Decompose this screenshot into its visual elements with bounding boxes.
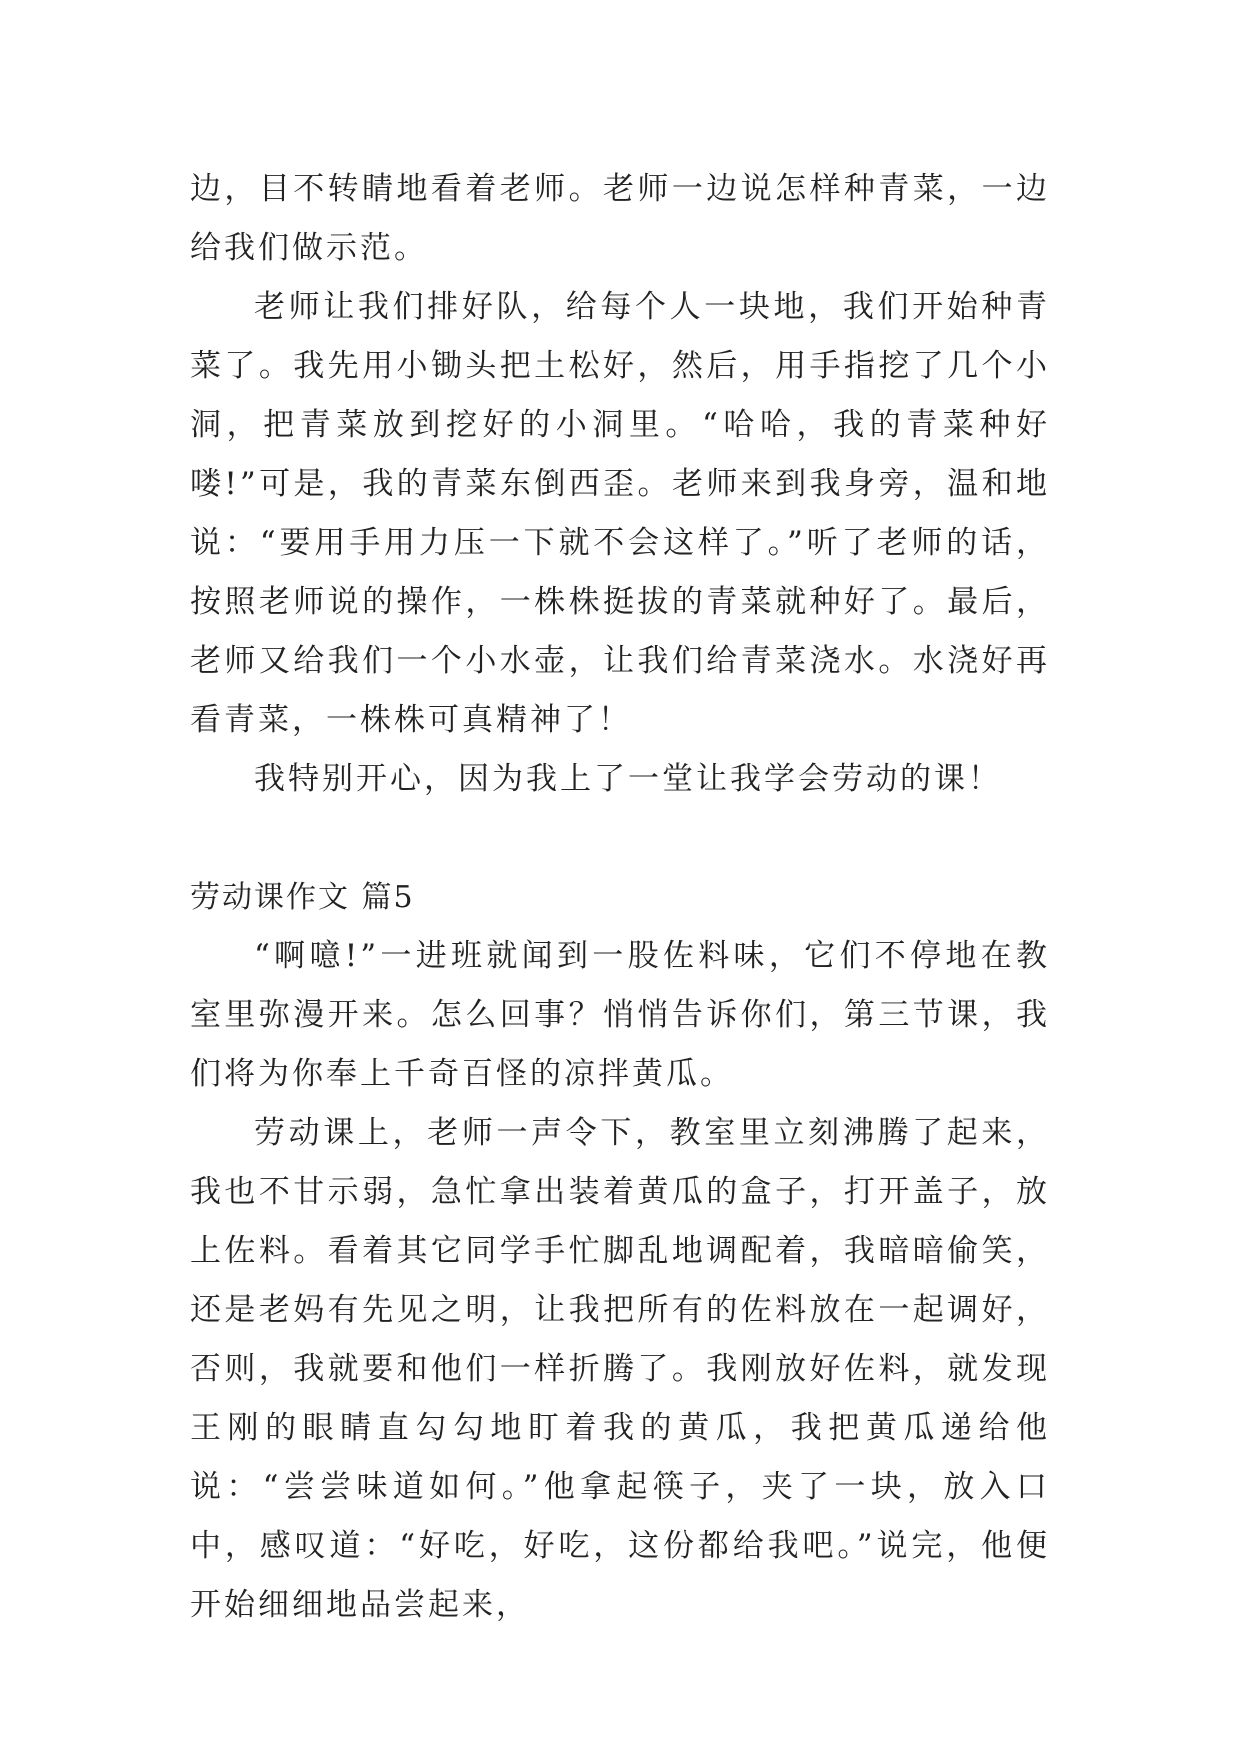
section-title: 劳动课作文 篇5: [190, 880, 415, 915]
paragraph-conclusion: 我特别开心，因为我上了一堂让我学会劳动的课！: [254, 761, 1002, 797]
paragraph-planting: 老师让我们排好队，给每个人一块地，我们开始种青菜了。我先用小锄头把土松好，然后，用手指挖了几个小洞，把青菜放到挖好的小洞里。“哈哈，我的青菜种好喽!”可是，我的青菜东倒西歪。老师来到我身旁，温和地说：“要用手用力压一下就不会这样了。”听了老师的话，按照老师说的操作，一株株挺拔的青菜就种好了。最后，老师又给我们一个小水壶，让我们给青菜浇水。水浇好再看青菜，一株株可真精神了！: [190, 289, 1050, 738]
document-body: [190, 160, 1050, 1635]
paragraph-intro: “啊噫!”一进班就闻到一股佐料味，它们不停地在教室里弥漫开来。怎么回事？悄悄告诉你们，第三节课，我们将为你奉上千奇百怪的凉拌黄瓜。: [190, 938, 1050, 1092]
paragraph-continuation: 边，目不转睛地看着老师。老师一边说怎样种青菜，一边给我们做示范。: [190, 171, 1050, 266]
paragraph-cucumber: 劳动课上，老师一声令下，教室里立刻沸腾了起来，我也不甘示弱，急忙拿出装着黄瓜的盒子，打开盖子，放上佐料。看着其它同学手忙脚乱地调配着，我暗暗偷笑，还是老妈有先见之明，让我把所有的佐料放在一起调好，否则，我就要和他们一样折腾了。我刚放好佐料，就发现王刚的眼睛直勾勾地盯着我的黄瓜，我把黄瓜递给他说：“尝尝味道如何。”他拿起筷子，夹了一块，放入口中，感叹道：“好吃，好吃，这份都给我吧。”说完，他便开始细细地品尝起来，: [190, 1115, 1050, 1623]
